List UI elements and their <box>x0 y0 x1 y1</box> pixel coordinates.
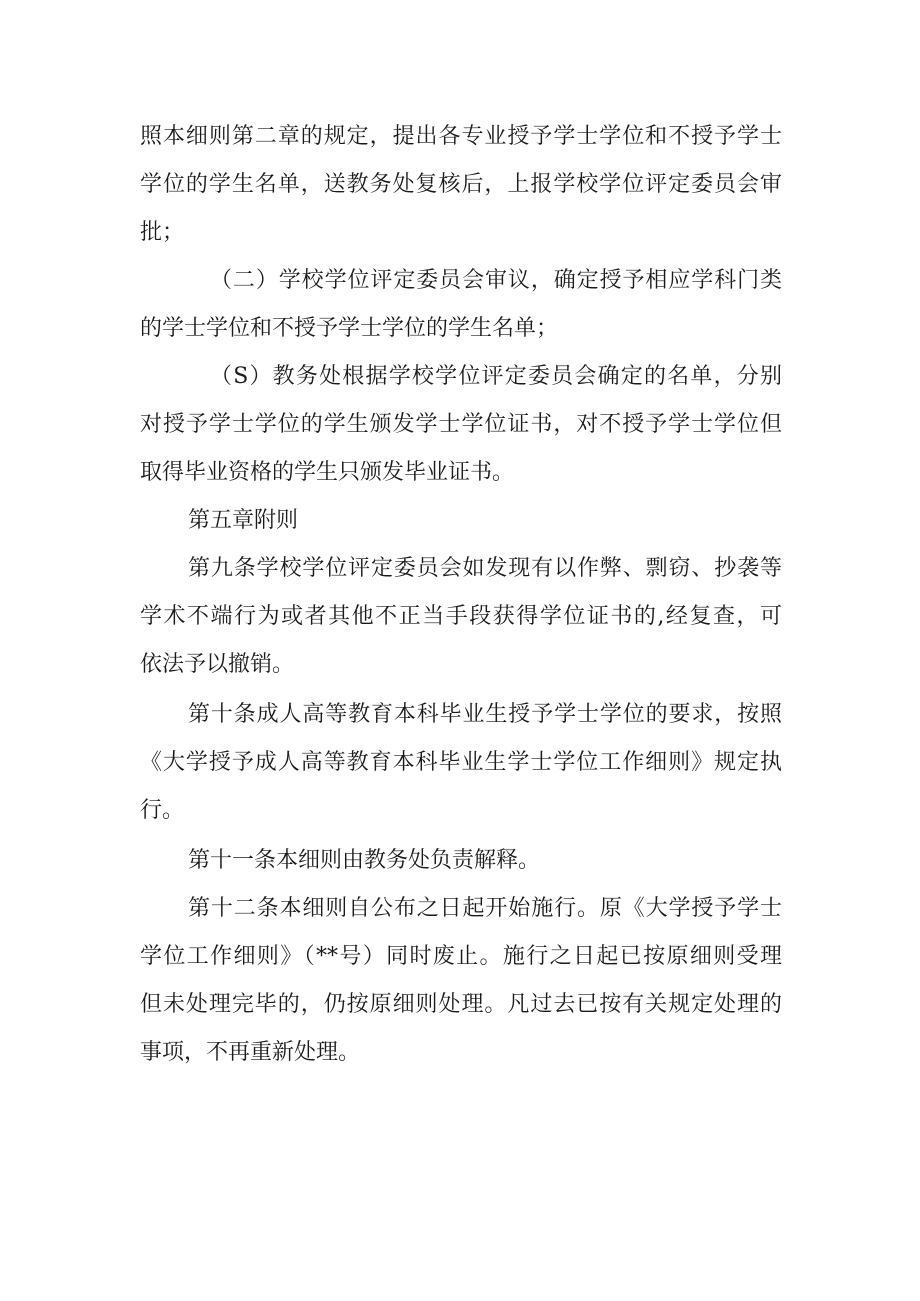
paragraph-line: 第九条学校学位评定委员会如发现有以作弊、剽窃、抄袭等 <box>188 556 782 581</box>
paragraph-line: 第十条成人高等教育本科毕业生授予学士学位的要求，按照 <box>188 702 782 727</box>
paragraph-line: 批； <box>140 220 185 245</box>
paragraph-line: （二）学校学位评定委员会审议，确定授予相应学科门类 <box>210 268 782 293</box>
paragraph-line: 的学士学位和不授予学士学位的学生名单； <box>140 316 559 341</box>
paragraph-line: 学位工作细则》（**号）同时废止。施行之日起已按原细则受理 <box>140 944 782 969</box>
paragraph-line: 但未处理完毕的，仍按原细则处理。凡过去已按有关规定处理的 <box>140 992 782 1017</box>
paragraph-line: 学位的学生名单，送教务处复核后，上报学校学位评定委员会审 <box>140 172 782 197</box>
paragraph-line: 学术不端行为或者其他不正当手段获得学位证书的,经复查，可 <box>140 604 782 629</box>
paragraph-line: 对授予学士学位的学生颁发学士学位证书，对不授予学士学位但 <box>140 412 782 437</box>
paragraph-line: 依法予以撤销。 <box>140 652 295 677</box>
paragraph-line: 行。 <box>140 798 185 823</box>
paragraph-line: 《大学授予成人高等教育本科毕业生学士学位工作细则》规定执 <box>140 750 782 775</box>
paragraph-line: 第十一条本细则由教务处负责解释。 <box>188 848 541 873</box>
paragraph-line: 照本细则第二章的规定，提出各专业授予学士学位和不授予学士 <box>140 124 782 149</box>
paragraph-line: 第十二条本细则自公布之日起开始施行。原《大学授予学士 <box>188 896 782 921</box>
paragraph-line: 事项，不再重新处理。 <box>140 1040 361 1065</box>
chapter-heading: 第五章附则 <box>188 508 299 533</box>
paragraph-line: （S）教务处根据学校学位评定委员会确定的名单，分别 <box>210 364 782 389</box>
paragraph-line: 取得毕业资格的学生只颁发毕业证书。 <box>140 460 515 485</box>
